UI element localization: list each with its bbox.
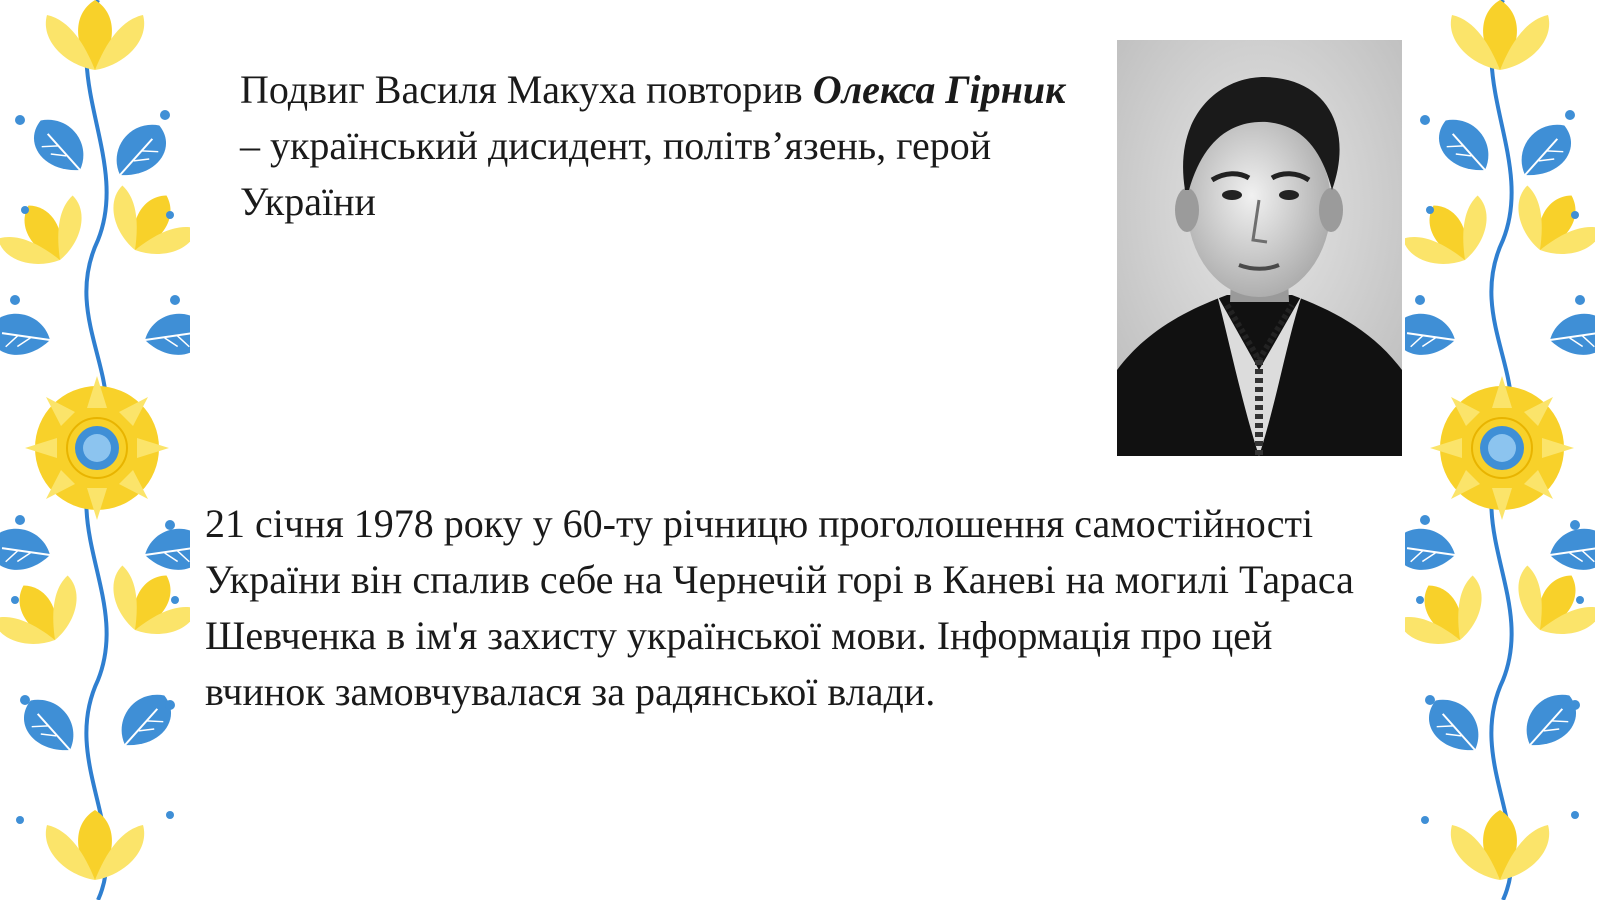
heading-name: Олекса Гірник <box>812 67 1066 112</box>
heading-suffix: – український дисидент, політв’язень, герой України <box>240 123 992 224</box>
right-floral-border <box>1405 0 1595 900</box>
slide-heading <box>240 62 1080 230</box>
slide-body-text: 21 січня 1978 року у 60-ту річницю проголошення самостійності України він спалив себе на Чернечій горі в Каневі на могилі Тараса Шевченка в ім'я захисту української мови. Інформація про цей вчинок замовчувалася за радянської влади. <box>205 501 1354 714</box>
heading-prefix: Подвиг Василя Макуха повторив <box>240 67 813 112</box>
portrait-photo <box>1117 40 1402 456</box>
left-floral-border <box>0 0 190 900</box>
portrait-photo-bw-icon <box>1117 40 1402 456</box>
